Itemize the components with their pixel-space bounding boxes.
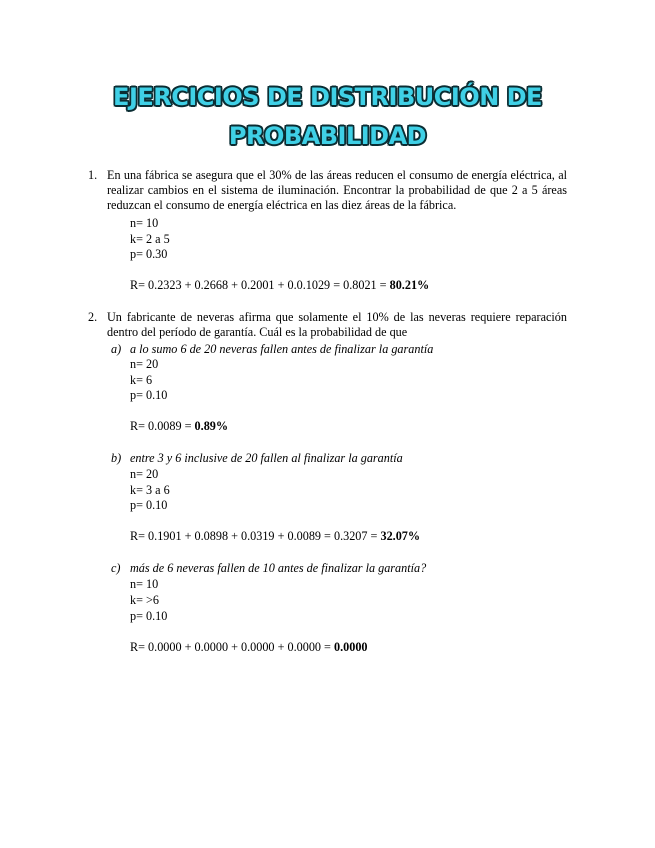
problem-2b-result-value: 32.07% [380, 529, 421, 543]
problem-2c-k: k= >6 [130, 593, 159, 607]
problem-2a-question: a lo sumo 6 de 20 neveras fallen antes de finalizar la garantía [130, 342, 434, 356]
problem-2a-result [130, 419, 228, 434]
problem-2a-result-expression: R= 0.0089 = [130, 419, 195, 433]
problem-1-number: 1. [88, 168, 98, 182]
problem-2a-n: n= 20 [130, 357, 159, 371]
problem-1-k: k= 2 a 5 [130, 232, 170, 246]
problem-2a-k: k= 6 [130, 373, 153, 387]
problem-2b-n: n= 20 [130, 467, 159, 481]
problem-2a-label: a) [111, 342, 122, 356]
problem-2a-result-value: 0.89% [194, 419, 229, 433]
problem-2c-p: p= 0.10 [130, 609, 168, 623]
problem-1-result [130, 278, 429, 293]
problem-2a-p: p= 0.10 [130, 388, 168, 402]
problem-2-number: 2. [88, 310, 98, 324]
problem-2b-label: b) [111, 451, 122, 465]
problem-1-p: p= 0.30 [130, 247, 168, 261]
problem-1-text: En una fábrica se asegura que el 30% de las áreas reducen el consumo de energía eléctrica, al realizar cambios en el sistema de iluminación. Encontrar la probabilidad de que 2 a 5 áreas reduzcan el consumo de energía eléctrica en las diez áreas de la fábrica. [107, 168, 567, 212]
problem-2b-result-expression: R= 0.1901 + 0.0898 + 0.0319 + 0.0089 = 0.3207 = [130, 529, 381, 543]
title-line-2: PROBABILIDAD [228, 122, 427, 150]
title-line-1: EJERCICIOS DE DISTRIBUCIÓN DE [113, 83, 542, 111]
problem-2-text: Un fabricante de neveras afirma que solamente el 10% de las neveras requiere reparación dentro del período de garantía. Cuál es la probabilidad de que [107, 310, 567, 339]
problem-1-result-expression: R= 0.2323 + 0.2668 + 0.2001 + 0.0.1029 = 0.8021 = [130, 278, 390, 292]
problem-2c-result-value: 0.0000 [333, 640, 368, 654]
problem-2b-k: k= 3 a 6 [130, 483, 170, 497]
problem-2c-n: n= 10 [130, 577, 159, 591]
problem-2b-p: p= 0.10 [130, 498, 168, 512]
problem-2c-question: más de 6 neveras fallen de 10 antes de finalizar la garantía? [130, 561, 427, 575]
problem-2c-label: c) [111, 561, 121, 575]
problem-1-n: n= 10 [130, 216, 159, 230]
problem-2b-question: entre 3 y 6 inclusive de 20 fallen al finalizar la garantía [130, 451, 403, 465]
page-title [0, 78, 655, 156]
problem-2b-result [130, 529, 420, 544]
problem-2c-result-expression: R= 0.0000 + 0.0000 + 0.0000 + 0.0000 = [130, 640, 334, 654]
problem-2c-result [130, 640, 368, 655]
problem-1-result-value: 80.21% [389, 278, 430, 292]
